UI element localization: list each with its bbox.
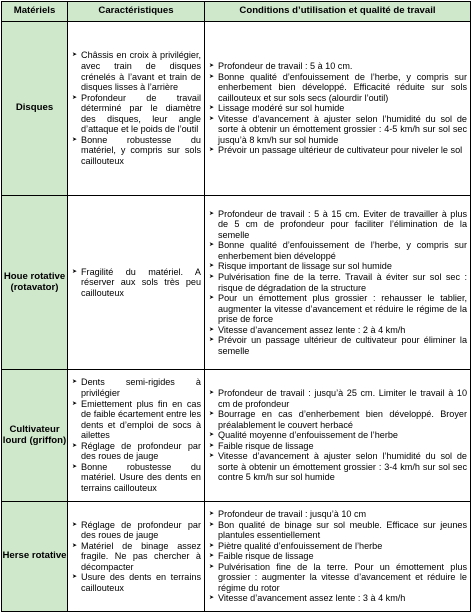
list-item: ➤ Pulvérisation fine de la terre. Travail à éviter sur sol sec : risque de dégradation de la structure: [209, 272, 467, 293]
list-item: ➤ Châssis en croix à privilégier, avec train de disques crénelés à l’avant et train de disques lisses à l’arrière: [72, 50, 201, 92]
list-item: ➤ Faible risque de lissage: [209, 441, 467, 452]
list-item: ➤ Bonne qualité d’enfouissement de l’herbe, y compris sur enherbement bien développé: [209, 240, 467, 261]
list-item: ➤ Qualité moyenne d’enfouissement de l’herbe: [209, 430, 467, 441]
materiel-name: Cultivateur lourd (griffon): [2, 370, 68, 502]
list-item: ➤ Faible risque de lissage: [209, 551, 467, 562]
conditions-cell: [205, 196, 471, 370]
materiel-name: Houe rotative (rotavator): [2, 196, 68, 370]
list-item: ➤ Bourrage en cas d’enherbement bien développé. Broyer préalablement le couvert herbacé: [209, 409, 467, 430]
list-item: ➤ Emiettement plus fin en cas de faible écartement entre les dents et d’emploi de socs à ailettes: [72, 399, 201, 441]
list-item: ➤ Matériel de binage assez fragile. Ne pas chercher à décompacter: [72, 541, 201, 573]
list-item: ➤ Pour un émottement plus grossier : rehausser le tablier, augmenter la vitesse d’avancement et réduire le régime de la prise de force: [209, 293, 467, 325]
equipment-table: [1, 1, 471, 612]
list-item: ➤ Prévoir un passage ultérieur de cultivateur pour éliminer la semelle: [209, 335, 467, 356]
list-item: ➤ Usure des dents en terrains caillouteux: [72, 572, 201, 593]
list-item: ➤ Bonne robustesse du matériel. Usure des dents en terrains caillouteux: [72, 462, 201, 494]
table-row-houe-rotative: [2, 196, 471, 370]
list-item: ➤ Vitesse d’avancement à ajuster selon l’humidité du sol de sorte à obtenir un émottement grossier : 4-5 km/h sur sol sec jusqu’à 8 km/h sur sol humide: [209, 114, 467, 146]
list-item: ➤ Risque important de lissage sur sol humide: [209, 261, 467, 272]
materiel-name: Disques: [2, 22, 68, 196]
caracteristiques-cell: [68, 370, 205, 502]
list-item: ➤ Profondeur de travail : 5 à 10 cm.: [209, 61, 467, 72]
header-conditions: Conditions d’utilisation et qualité de travail: [205, 2, 471, 22]
conditions-cell: [205, 370, 471, 502]
table-row-herse-rotative: [2, 502, 471, 612]
conditions-cell: [205, 502, 471, 612]
list-item: ➤ Dents semi-rigides à privilégier: [72, 377, 201, 398]
caracteristiques-cell: [68, 502, 205, 612]
header-caracteristiques: Caractéristiques: [68, 2, 205, 22]
header-materiels: Matériels: [2, 2, 68, 22]
list-item: ➤ Réglage de profondeur par des roues de jauge: [72, 441, 201, 462]
list-item: ➤ Pulvérisation fine de la terre. Pour un émottement plus grossier : augmenter la vitesse d’avancement et réduire le régime du rotor: [209, 562, 467, 594]
list-item: ➤ Réglage de profondeur par des roues de jauge: [72, 520, 201, 541]
list-item: ➤ Piètre qualité d’enfouissement de l’herbe: [209, 541, 467, 552]
conditions-cell: [205, 22, 471, 196]
list-item: ➤ Lissage modéré sur sol humide: [209, 103, 467, 114]
list-item: ➤ Vitesse d’avancement assez lente : 3 à 4 km/h: [209, 593, 467, 604]
list-item: ➤ Profondeur de travail : jusqu’à 10 cm: [209, 509, 467, 520]
list-item: ➤ Vitesse d’avancement à ajuster selon l’humidité du sol de sorte à obtenir un émottement grossier : 3-4 km/h sur sol sec contre 5 km/h sur sol humide: [209, 451, 467, 483]
list-item: ➤ Profondeur de travail : 5 à 15 cm. Eviter de travailler à plus de 5 cm de profondeur pour faciliter l’élimination de la semelle: [209, 209, 467, 241]
caracteristiques-cell: [68, 196, 205, 370]
header-row: [2, 2, 471, 22]
table-row-disques: [2, 22, 471, 196]
list-item: ➤ Bon qualité de binage sur sol meuble. Efficace sur jeunes plantules essentiellement: [209, 520, 467, 541]
list-item: ➤ Bonne robustesse du matériel, y compris sur sols caillouteux: [72, 135, 201, 167]
list-item: ➤ Profondeur de travail : jusqu’à 25 cm. Limiter le travail à 10 cm de profondeur: [209, 388, 467, 409]
caracteristiques-cell: [68, 22, 205, 196]
table-row-cultivateur-lourd: [2, 370, 471, 502]
list-item: ➤ Vitesse d’avancement assez lente : 2 à 4 km/h: [209, 325, 467, 336]
list-item: ➤ Fragilité du matériel. A réserver aux sols très peu caillouteux: [72, 267, 201, 299]
materiel-name: Herse rotative: [2, 502, 68, 612]
list-item: ➤ Bonne qualité d’enfouissement de l’herbe, y compris sur enherbement bien développé. Efficacité réduite sur sols caillouteux et sur sols secs (alourdir l’outil): [209, 72, 467, 104]
list-item: ➤ Prévoir un passage ultérieur de cultivateur pour niveler le sol: [209, 145, 467, 156]
list-item: ➤ Profondeur de travail déterminé par le diamètre des disques, leur angle d’attaque et le poids de l’outil: [72, 93, 201, 135]
